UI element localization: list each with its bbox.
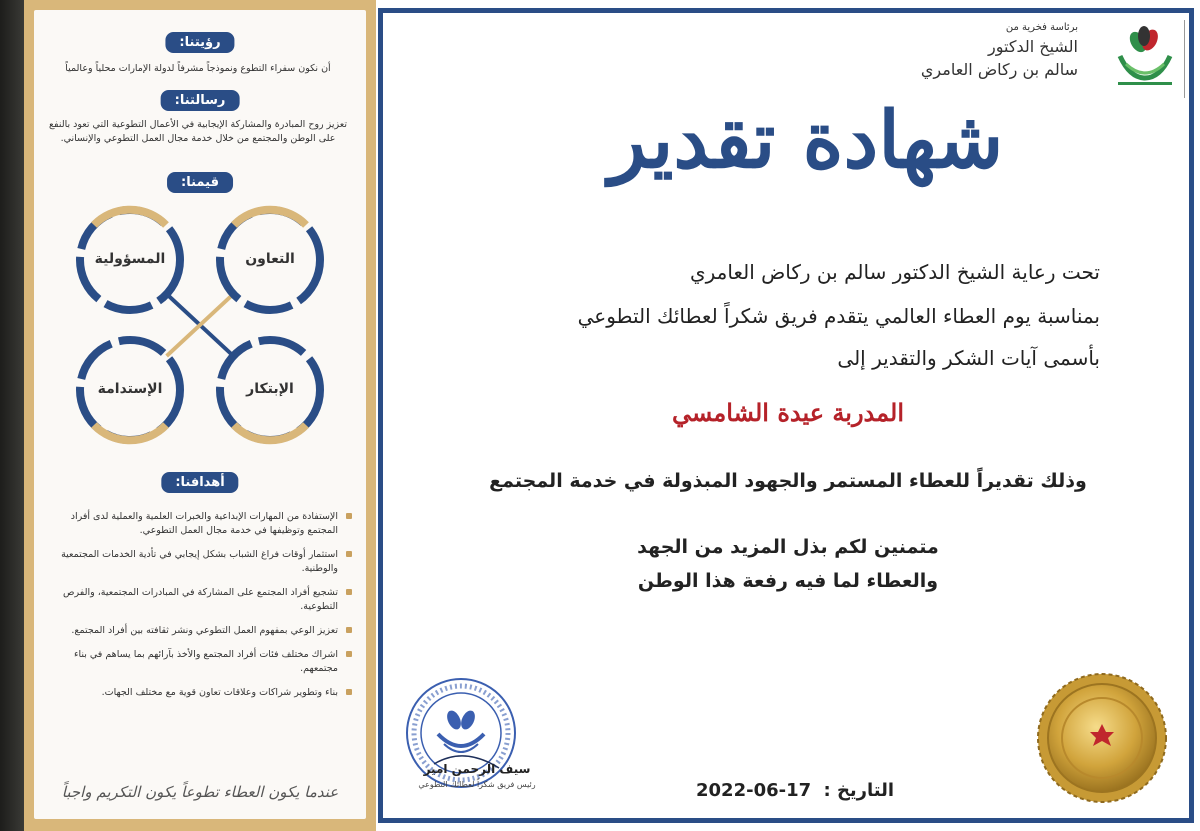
bullet-icon (346, 589, 352, 595)
goal-text: تشجيع أفراد المجتمع على المشاركة في المبادرات المجتمعية، والفرص التطوعية. (63, 587, 338, 612)
list-item (42, 510, 352, 538)
mission-text: تعزيز روح المبادرة والمشاركة الإيجابية في الأعمال التطوعية التي تعود بالنفع على الوطن والمجتمع من خلال خدمة مجال العمل التطوعي والإنساني. (48, 119, 347, 144)
team-logo (1110, 20, 1185, 98)
patronage-pre: برئاسة فخرية من (1005, 22, 1078, 33)
body-line-1: تحت رعاية الشيخ الدكتور سالم بن ركاض العامري (689, 260, 1100, 284)
goal-text: الإستفادة من المهارات الإبداعية والخبرات العلمية والعملية لدى أفراد المجتمع وتوظيفها في خدمة مجال العمل التطوعي. (70, 511, 338, 536)
background-edge (0, 0, 24, 831)
list-item (42, 686, 352, 700)
date-label: التاريخ : (823, 780, 895, 801)
list-item (42, 548, 352, 576)
signer-name: سيف الرحمن امير (423, 762, 531, 776)
bullet-icon (346, 513, 352, 519)
list-item (42, 648, 352, 676)
value-label: الإبتكار (246, 381, 294, 397)
recipient-name: المدربة عيدة الشامسي (671, 398, 904, 427)
list-item (42, 624, 352, 638)
goals-list (42, 510, 352, 710)
motto-calligraphy: عندما يكون العطاء تطوعاً يكون التكريم واجباً (61, 783, 339, 801)
bullet-icon (346, 651, 352, 657)
goal-text: تعزيز الوعي بمفهوم العمل التطوعي ونشر ثقافته بين أفراد المجتمع. (71, 625, 338, 636)
signature-block (402, 762, 552, 789)
signer-role: رئيس فريق شكراً لعطائك التطوعي (418, 780, 536, 789)
body-line-4: وذلك تقديراً للعطاء المستمر والجهود المبذولة في خدمة المجتمع (489, 470, 1087, 492)
bullet-icon (346, 627, 352, 633)
body-line-6: والعطاء لما فيه رفعة هذا الوطن (637, 570, 939, 592)
body-line-5: متمنين لكم بذل المزيد من الجهد (637, 536, 939, 558)
certificate (376, 0, 1200, 831)
patron-title: الشيخ الدكتور (988, 37, 1078, 56)
goals-title: أهدافنا: (161, 472, 238, 493)
date-block (696, 780, 894, 801)
mission-title: رسالتنا: (161, 90, 240, 111)
date-value: 17-06-2022 (696, 780, 812, 801)
values-diagram (34, 200, 366, 450)
body-line-2: بمناسبة يوم العطاء العالمي يتقدم فريق شكراً لعطائك التطوعي (577, 304, 1100, 328)
bullet-icon (346, 689, 352, 695)
goal-text: استثمار أوقات فراغ الشباب بشكل إيجابي في تأدية الخدمات المجتمعية والوطنية. (61, 549, 338, 574)
goal-text: اشراك مختلف فئات أفراد المجتمع والأخذ بآرائهم بما يساهم في بناء مجتمعهم. (73, 649, 338, 674)
certificate-title: شهادة تقدير (608, 95, 1004, 186)
sidebar-panel (24, 0, 376, 831)
hands-leaf-icon (1110, 20, 1180, 90)
list-item (42, 586, 352, 614)
patronage-block (921, 22, 1078, 79)
body-line-3: بأسمى آيات الشكر والتقدير إلى (837, 346, 1100, 370)
value-label: التعاون (245, 251, 295, 267)
bullet-icon (346, 551, 352, 557)
goal-text: بناء وتطوير شراكات وعلاقات تعاون قوية مع مختلف الجهات. (101, 687, 338, 698)
sidebar-content (34, 10, 366, 819)
value-label: الإستدامة (97, 381, 163, 397)
values-title: قيمنا: (167, 172, 233, 193)
gold-seal (1036, 672, 1168, 804)
vision-text: أن نكون سفراء التطوع ونموذجاً مشرفاً لدولة الإمارات محلياً وعالمياً (65, 63, 331, 74)
patron-name: سالم بن ركاض العامري (920, 60, 1078, 79)
vision-title: رؤيتنا: (165, 32, 234, 53)
value-label: المسؤولية (94, 251, 166, 267)
